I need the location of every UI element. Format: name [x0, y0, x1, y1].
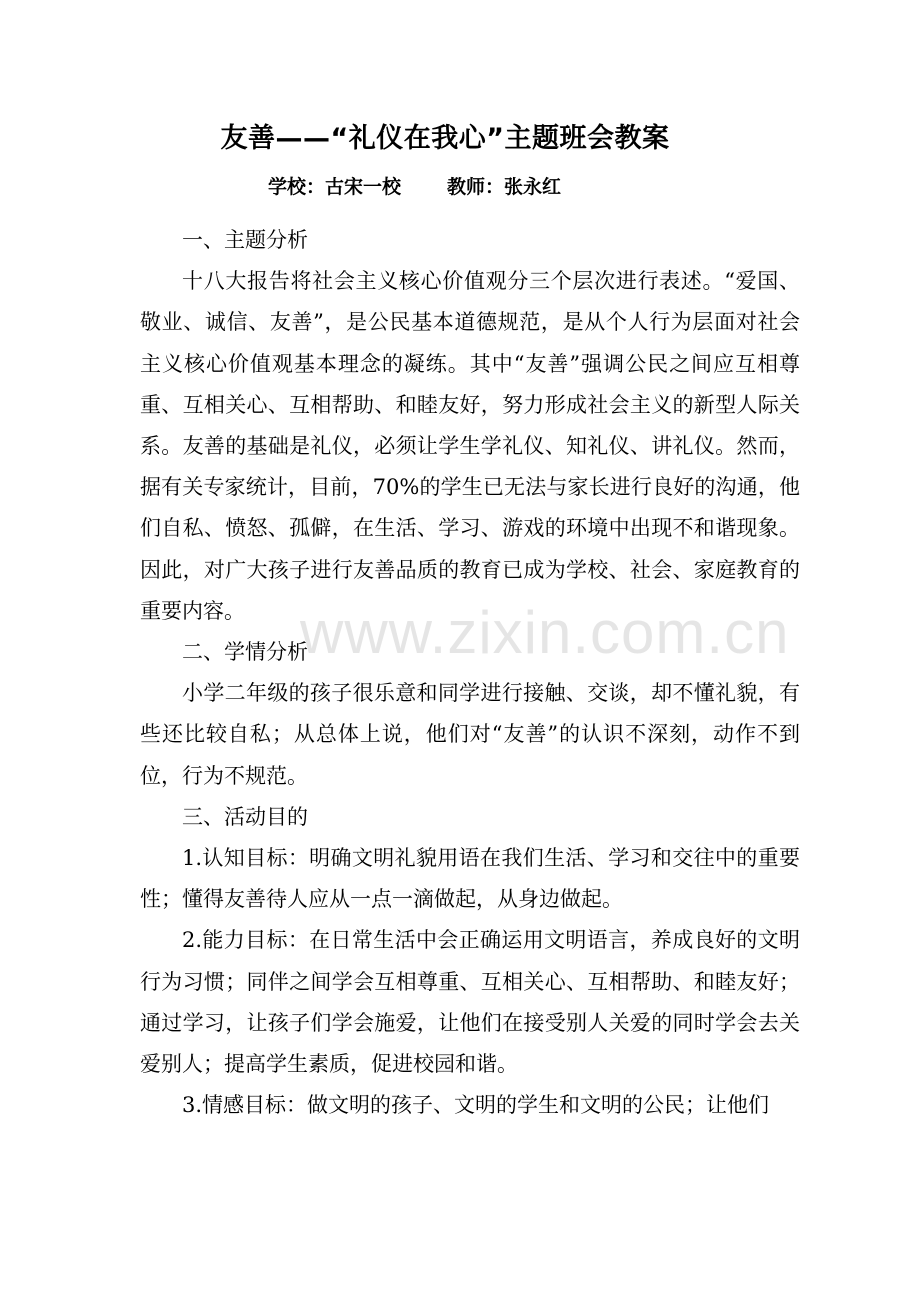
section-heading-topic-analysis: 一、主题分析 — [182, 228, 308, 252]
paragraph-cognitive-goal: 1.认知目标：明确文明礼貌用语在我们生活、学习和交往中的重要性；懂得友善待人应从一点一滴做起，从身边做起。 — [140, 846, 800, 912]
paragraph-emotion-goal: 3.情感目标：做文明的孩子、文明的学生和文明的公民；让他们 — [182, 1093, 770, 1118]
teacher-label: 教师：张永红 — [447, 176, 562, 198]
paragraph-ability-goal: 2.能力目标：在日常生活中会正确运用文明语言，养成良好的文明行为习惯；同伴之间学会互相尊重、互相关心、互相帮助、和睦友好；通过学习，让孩子们学会施爱，让他们在接受别人关爱的同时学会去关爱别人；提高学生素质，促进校园和谐。 — [140, 928, 800, 1077]
section-heading-activity-goals: 三、活动目的 — [182, 804, 308, 829]
document-title: 友善——“礼仪在我心”主题班会教案 — [220, 123, 670, 154]
paragraph-student-analysis: 小学二年级的孩子很乐意和同学进行接触、交谈，却不懂礼貌，有些还比较自私；从总体上说，他们对“友善”的认识不深刻，动作不到位，行为不规范。 — [140, 681, 800, 788]
watermark: www.zixin.com.cn — [300, 599, 790, 666]
school-label: 学校：古宋一校 — [268, 176, 402, 198]
paragraph-topic-analysis: 十八大报告将社会主义核心价值观分三个层次进行表述。“爱国、敬业、诚信、友善”，是公民基本道德规范，是从个人行为层面对社会主义核心价值观基本理念的凝练。其中“友善”强调公民之间应互相尊重、互相关心、互相帮助、和睦友好，努力形成社会主义的新型人际关系。友善的基础是礼仪，必须让学生学礼仪、知礼仪、讲礼仪。然而，据有关专家统计，目前，70%的学生已无法与家长进行良好的沟通，他们自私、愤怒、孤僻，在生活、学习、游戏的环境中出现不和谐现象。因此，对广大孩子进行友善品质的教育已成为学校、社会、家庭教育的重要内容。 — [140, 269, 800, 623]
document-body — [140, 220, 800, 1126]
byline — [268, 172, 561, 199]
section-heading-student-analysis: 二、学情分析 — [182, 640, 308, 665]
